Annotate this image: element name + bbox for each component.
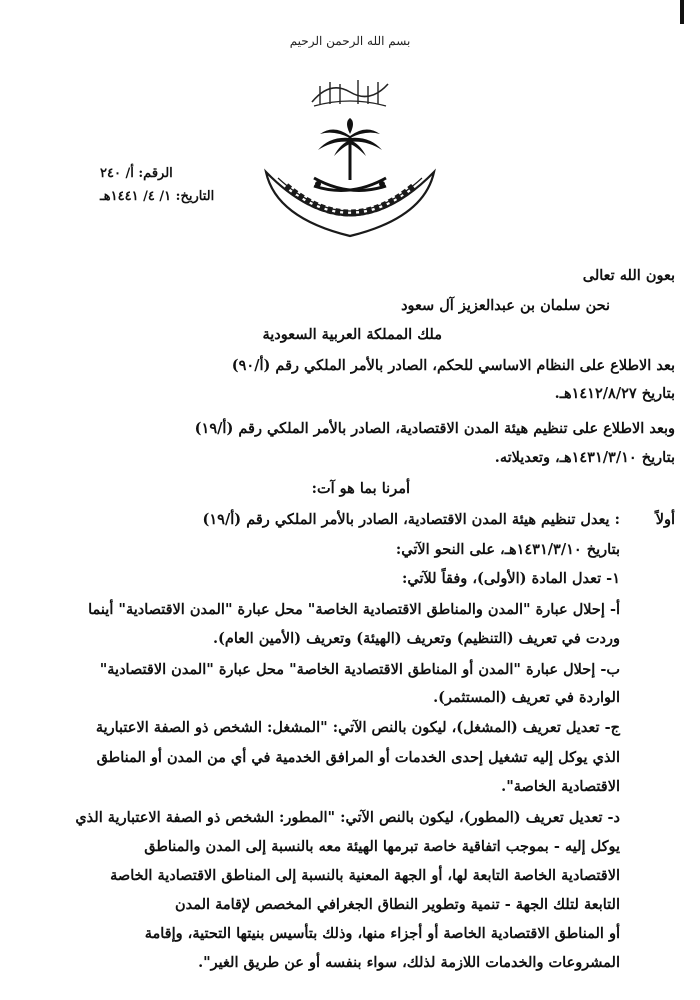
preamble-1-line-2: بتاريخ ١٤١٢/٨/٢٧هـ.: [554, 385, 675, 402]
shahada-calligraphy: [300, 74, 400, 110]
king-name: نحن سلمان بن عبدالعزيز آل سعود: [401, 297, 610, 314]
clause-d-line-6: المشروعات والخدمات اللازمة لذلك، سواء بنفسه أو عن طريق الغير".: [198, 954, 620, 971]
basmala: بسم الله الرحمن الرحيم: [289, 34, 411, 48]
clause-c-line-1: ج- تعديل تعريف (المشغل)، ليكون بالنص الآتي: "المشغل: الشخص ذو الصفة الاعتبارية: [95, 719, 620, 736]
clause-b-line-2: الواردة في تعريف (المستثمر).: [433, 689, 620, 706]
preamble-2-line-2: بتاريخ ١٤٣١/٣/١٠هـ، وتعديلاته.: [494, 449, 675, 466]
invocation: بعون الله تعالى: [582, 267, 675, 284]
clause-a-line-2: وردت في تعريف (التنظيم) وتعريف (الهيئة) وتعريف (الأمين العام).: [212, 630, 620, 647]
first-line-1: : يعدل تنظيم هيئة المدن الاقتصادية، الصادر بالأمر الملكي رقم (أ/١٩): [202, 511, 620, 528]
clause-c-line-2: الذي يوكل إليه تشغيل إحدى الخدمات أو المرافق الخدمية في أي من المدن أو المناطق: [96, 749, 620, 766]
first-label: أولاً: [655, 511, 675, 528]
first-line-2: بتاريخ ١٤٣١/٣/١٠هـ، على النحو الآتي:: [395, 541, 620, 558]
clause-d-line-5: أو المناطق الاقتصادية الخاصة أو أجزاء منها، وذلك بتأسيس بنيتها التحتية، وإقامة: [144, 925, 620, 942]
order-intro: أمرنا بما هو آت:: [311, 480, 410, 497]
first-item-1: ١- تعدل المادة (الأولى)، وفقاً للآتي:: [402, 570, 620, 587]
king-title: ملك المملكة العربية السعودية: [262, 326, 442, 343]
clause-d-line-1: د- تعديل تعريف (المطور)، ليكون بالنص الآتي: "المطور: الشخص ذو الصفة الاعتبارية الذي: [75, 809, 620, 826]
preamble-2-line-1: وبعد الاطلاع على تنظيم هيئة المدن الاقتصادية، الصادر بالأمر الملكي رقم (أ/١٩): [194, 420, 675, 437]
corner-mark: [680, 0, 684, 24]
clause-c-line-3: الاقتصادية الخاصة".: [501, 778, 620, 795]
clause-a-line-1: أ- إحلال عبارة "المدن والمناطق الاقتصادية الخاصة" محل عبارة "المدن الاقتصادية" أينما: [88, 601, 620, 618]
clause-d-line-3: الاقتصادية الخاصة التابعة لها، أو الجهة المعنية بالنسبة إلى المناطق الاقتصادية الخاصة: [110, 867, 620, 884]
clause-d-line-4: التابعة لتلك الجهة - تنمية وتطوير النطاق الجغرافي المخصص لإقامة المدن: [174, 896, 620, 913]
clause-b-line-1: ب- إحلال عبارة "المدن أو المناطق الاقتصادية الخاصة" محل عبارة "المدن الاقتصادية": [99, 661, 620, 678]
clause-d-line-2: يوكل إليه - بموجب اتفاقية خاصة تبرمها الهيئة معه بالنسبة إلى المدن والمناطق: [144, 838, 620, 855]
reference-date: التاريخ: ١/ ٤/ ١٤٤١هـ: [100, 189, 215, 204]
preamble-1-line-1: بعد الاطلاع على النظام الاساسي للحكم، الصادر بالأمر الملكي رقم (أ/٩٠): [231, 357, 675, 374]
kingdom-seal: [260, 158, 440, 244]
reference-number: الرقم: أ/ ٢٤٠: [100, 166, 173, 181]
